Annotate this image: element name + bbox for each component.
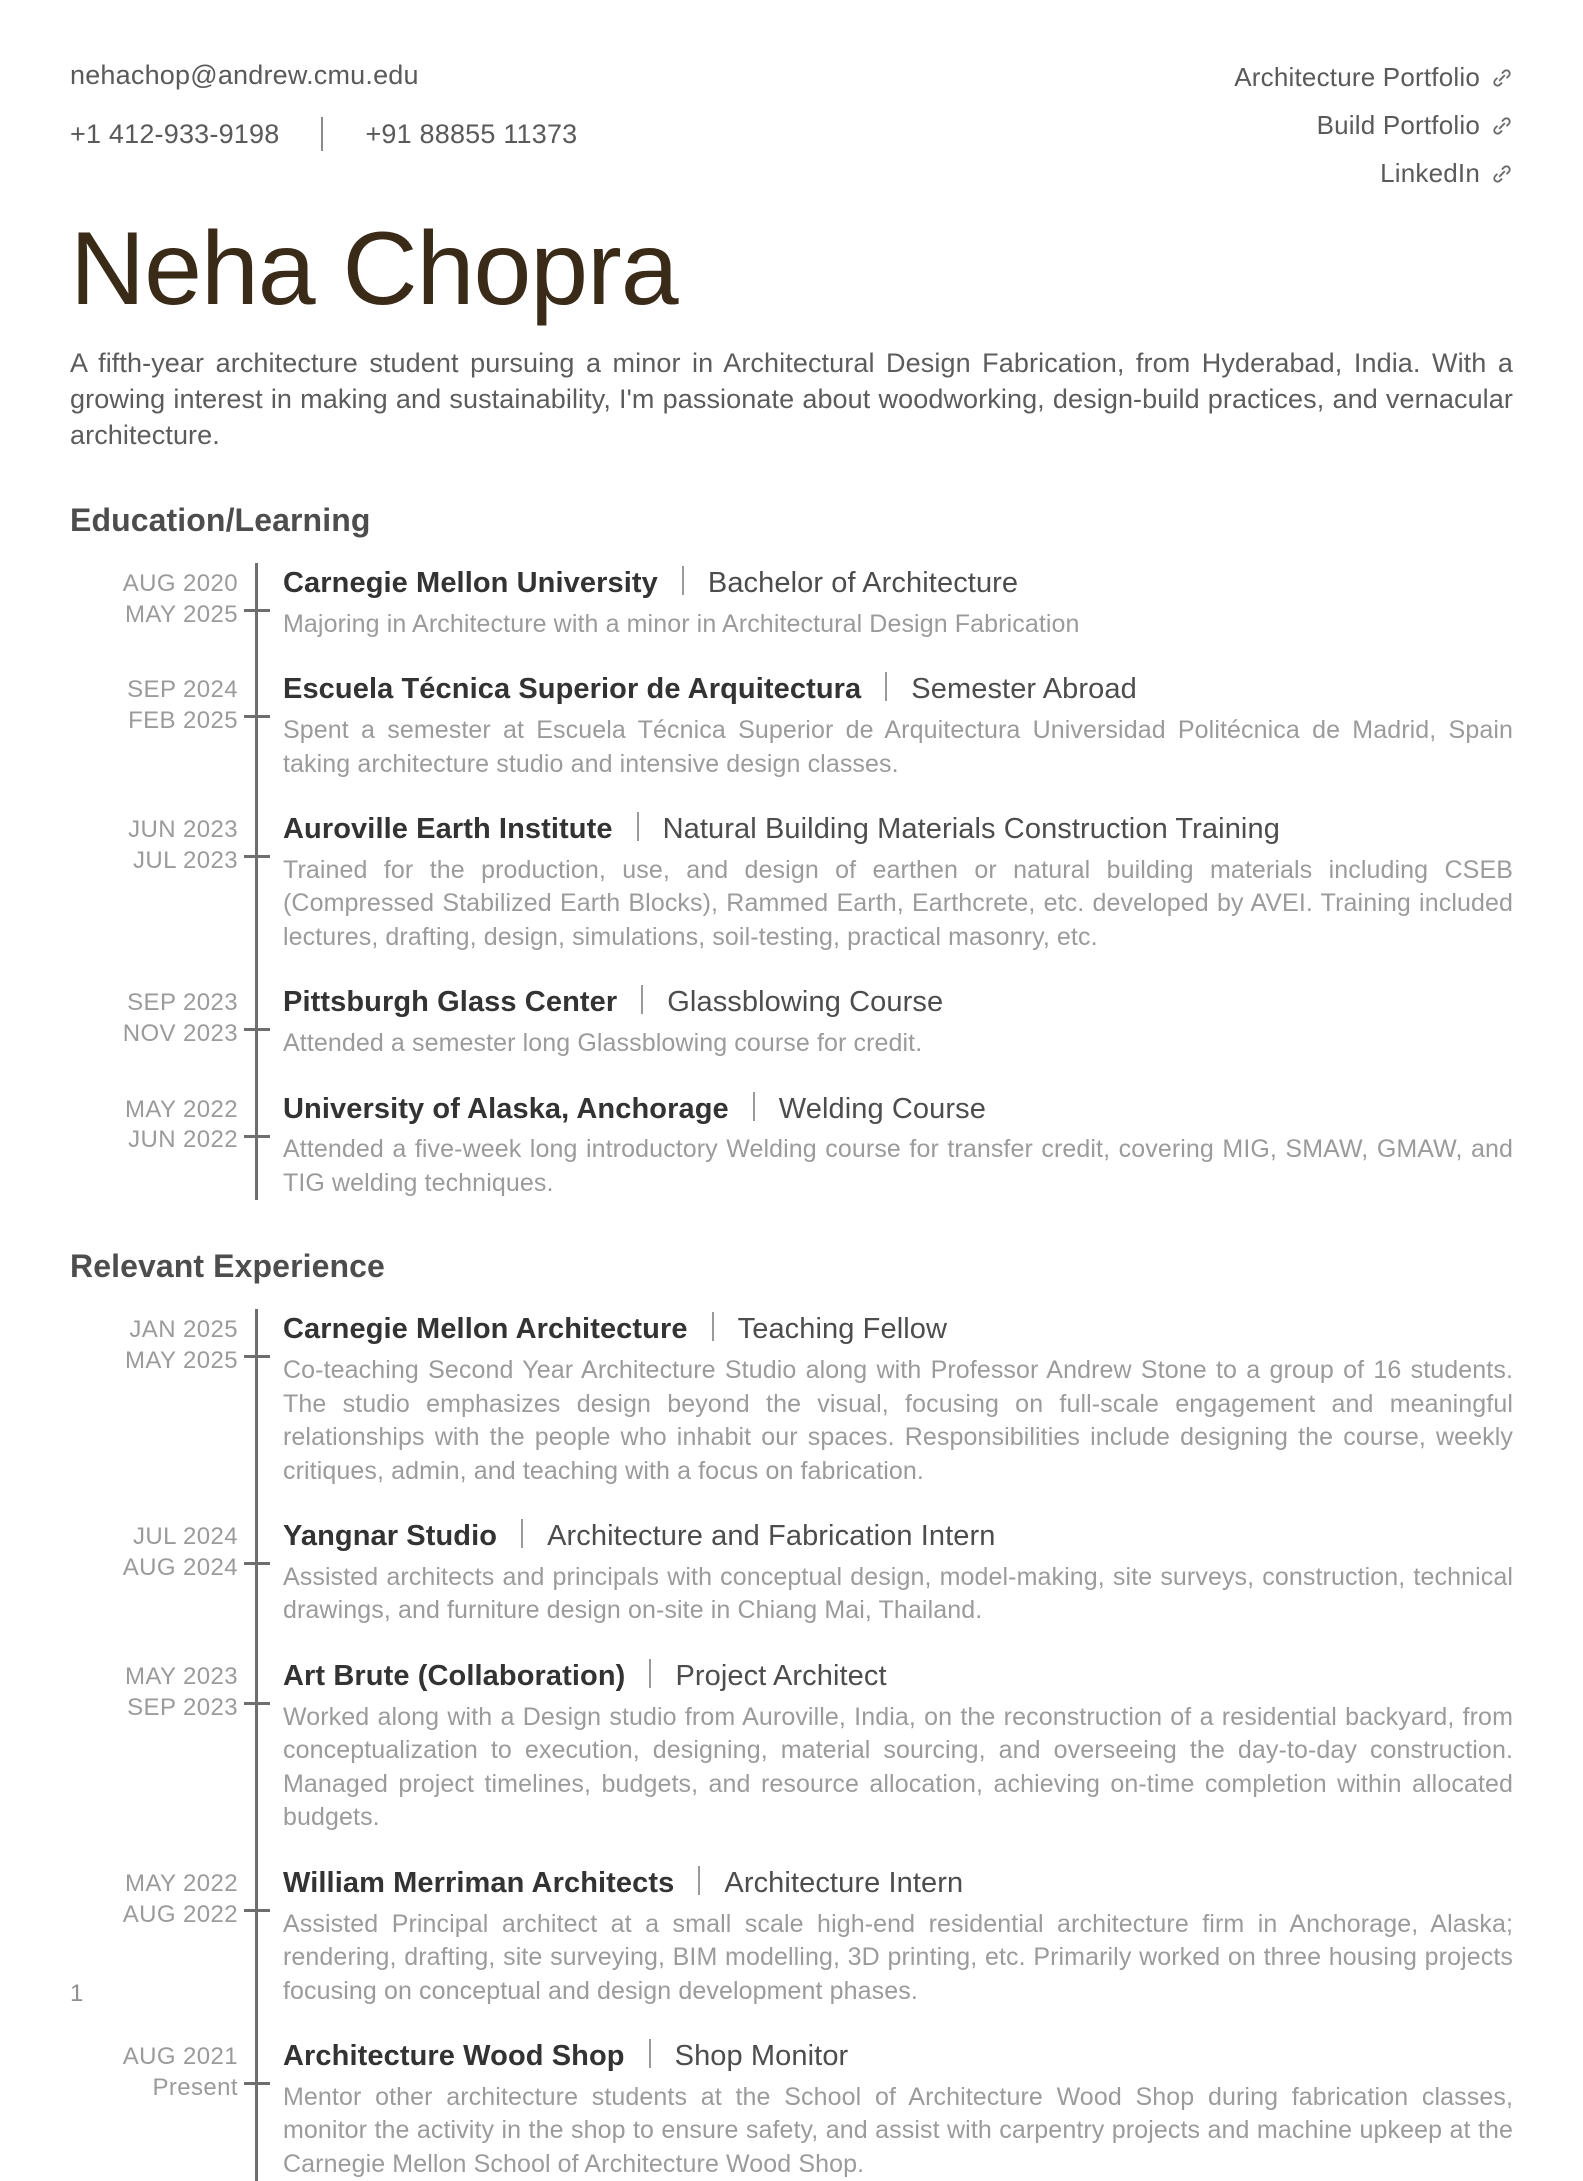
entry-separator — [682, 566, 684, 595]
timeline-tick — [244, 1028, 270, 1031]
timeline-entry — [70, 563, 1513, 641]
section-education — [70, 502, 1513, 1200]
entry-dates — [70, 1516, 238, 1628]
entry-description: Co-teaching Second Year Architecture Studio along with Professor Andrew Stone to a group of 16 students. The studio emphasizes design beyond the visual, focusing on full-scale engagement and meaningful relationships with the people who inhabit our spaces. Responsibilities include designing the course, weekly critiques, admin, and teaching with a focus on fabrication. — [283, 1356, 1513, 1485]
entry-heading — [283, 982, 1513, 1020]
entry-body — [238, 982, 1513, 1060]
timeline-tick — [244, 1909, 270, 1912]
timeline-tick — [244, 1562, 270, 1565]
portfolio-links — [1234, 58, 1513, 189]
entry-description: Trained for the production, use, and design of earthen or natural building materials including CSEB (Compressed Stabilized Earth Blocks), Rammed Earth, Earthcrete, etc. developed by AVEI. Training included lectures, drafting, design, simulations, soil-testing, practical masonry, etc. — [283, 855, 1513, 951]
entry-dates — [70, 669, 238, 781]
entry-body — [238, 1863, 1513, 2008]
entry-separator — [885, 672, 887, 701]
entry-role: Architecture Intern — [724, 1866, 964, 1899]
entry-role: Teaching Fellow — [737, 1313, 948, 1346]
entry-end-date: MAY 2025 — [124, 600, 238, 628]
entry-start-date: JUN 2023 — [128, 816, 238, 843]
timeline-entry — [70, 669, 1513, 781]
entry-organization: Architecture Wood Shop — [283, 2040, 625, 2073]
link-linkedin[interactable] — [1380, 158, 1513, 189]
entry-separator — [641, 985, 643, 1014]
entry-start-date: MAY 2023 — [124, 1662, 238, 1690]
link-icon — [1491, 163, 1513, 185]
entry-separator — [712, 1312, 714, 1341]
timeline-tick — [244, 855, 270, 858]
entry-start-date: SEP 2023 — [127, 989, 238, 1017]
entry-body — [238, 1656, 1513, 1835]
section-experience — [70, 1248, 1513, 2181]
entry-description: Mentor other architecture students at the School of Architecture Wood Shop during fabrication classes, monitor the activity in the shop to ensure safety, and assist with carpentry projects and machine upkeep at the Carnegie Mellon School of Architecture Wood Shop. — [283, 2082, 1513, 2178]
entry-organization: Carnegie Mellon Architecture — [283, 1313, 688, 1346]
timeline-entry — [70, 1309, 1513, 1488]
entry-start-date: SEP 2024 — [127, 676, 238, 704]
link-linkedin-label: LinkedIn — [1380, 158, 1480, 188]
entry-heading — [283, 563, 1513, 601]
phone-us-text: +1 412-933-9198 — [70, 118, 280, 149]
entry-dates — [70, 1656, 238, 1835]
timeline-entry — [70, 1089, 1513, 1201]
entry-heading — [283, 1656, 1513, 1694]
link-architecture-portfolio-label: Architecture Portfolio — [1234, 62, 1480, 92]
entry-organization: Carnegie Mellon University — [283, 566, 658, 599]
entry-separator — [698, 1866, 700, 1895]
timeline-entry — [70, 1656, 1513, 1835]
entry-description: Majoring in Architecture with a minor in Architectural Design Fabrication — [283, 609, 1080, 638]
timeline-tick — [244, 609, 270, 612]
entry-role: Project Architect — [675, 1659, 887, 1692]
entry-description: Spent a semester at Escuela Técnica Superior de Arquitectura Universidad Politécnica de Madrid, Spain taking architecture studio and intensive design classes. — [283, 716, 1513, 778]
timeline-entry — [70, 1863, 1513, 2008]
entry-role: Bachelor of Architecture — [707, 566, 1019, 599]
entry-start-date: JUL 2024 — [132, 1523, 238, 1551]
entry-end-date: FEB 2025 — [128, 706, 238, 734]
entry-organization: Pittsburgh Glass Center — [283, 986, 618, 1019]
entry-start-date: JAN 2025 — [129, 1316, 238, 1344]
entry-end-date: AUG 2022 — [122, 1900, 238, 1928]
page-title: Neha Chopra — [70, 211, 678, 327]
entry-end-date: Present — [152, 2073, 238, 2101]
link-icon — [1491, 67, 1513, 89]
timeline-entry — [70, 982, 1513, 1060]
entry-description: Assisted Principal architect at a small scale high-end residential architecture firm in Anchorage, Alaska; rendering, drafting, site surveying, BIM modelling, 3D printing, etc. Primarily worked on three housing projects focusing on conceptual and design development phases. — [283, 1909, 1513, 2005]
entry-separator — [637, 812, 639, 841]
entry-body — [238, 809, 1513, 954]
entry-dates — [70, 809, 238, 954]
phone-separator — [321, 117, 323, 151]
entry-separator — [649, 2039, 651, 2068]
entry-body — [238, 2036, 1513, 2181]
entry-start-date: MAY 2022 — [124, 1869, 238, 1897]
entry-organization: Auroville Earth Institute — [283, 813, 613, 845]
entry-heading — [283, 809, 1513, 847]
email-text: nehachop@andrew.cmu.edu — [70, 60, 419, 90]
entry-organization: University of Alaska, Anchorage — [283, 1092, 729, 1125]
entry-end-date: JUN 2022 — [128, 1126, 238, 1154]
entry-organization: William Merriman Architects — [283, 1866, 675, 1899]
header — [70, 58, 1513, 189]
entry-separator — [753, 1092, 755, 1121]
entry-body — [238, 563, 1513, 641]
timeline-tick — [244, 715, 270, 718]
entry-body — [238, 669, 1513, 781]
entry-dates — [70, 563, 238, 641]
entry-heading — [283, 1516, 1513, 1554]
entry-end-date: JUL 2023 — [132, 846, 238, 874]
entry-start-date: AUG 2021 — [122, 2043, 238, 2071]
entry-role: Shop Monitor — [674, 2040, 849, 2073]
entry-role: Welding Course — [778, 1092, 986, 1125]
link-build-portfolio[interactable] — [1317, 110, 1513, 141]
entry-organization: Escuela Técnica Superior de Arquitectura — [283, 673, 862, 706]
timeline-education — [70, 563, 1513, 1200]
entry-body — [238, 1309, 1513, 1488]
entry-dates — [70, 1309, 238, 1488]
entry-end-date: MAY 2025 — [124, 1347, 238, 1375]
timeline-experience — [70, 1309, 1513, 2181]
link-build-portfolio-label: Build Portfolio — [1316, 110, 1480, 140]
entry-heading — [283, 1309, 1513, 1347]
entry-heading — [283, 669, 1513, 707]
contact-block — [70, 58, 577, 151]
entry-body — [238, 1089, 1513, 1201]
entry-dates — [70, 2036, 238, 2181]
entry-role: Semester Abroad — [911, 673, 1137, 706]
entry-role: Architecture and Fabrication Intern — [547, 1520, 996, 1553]
entry-heading — [283, 2036, 1513, 2074]
entry-role: Glassblowing Course — [667, 986, 944, 1019]
intro-paragraph: A fifth-year architecture student pursuing a minor in Architectural Design Fabrication, from Hyderabad, India. With a growing interest in making and sustainability, I'm passionate about woodworking, design-build practices, and vernacular architecture. — [70, 348, 1513, 450]
section-title-experience: Relevant Experience — [70, 1248, 385, 1285]
entry-heading — [283, 1089, 1513, 1127]
entry-heading — [283, 1863, 1513, 1901]
timeline-tick — [244, 1702, 270, 1705]
entry-separator — [649, 1659, 651, 1688]
entry-description: Assisted architects and principals with conceptual design, model-making, site surveys, construction, technical drawings, and furniture design on-site in Chiang Mai, Thailand. — [283, 1562, 1513, 1625]
entry-organization: Yangnar Studio — [283, 1520, 498, 1553]
link-architecture-portfolio[interactable] — [1234, 62, 1513, 93]
entry-end-date: AUG 2024 — [122, 1553, 238, 1581]
entry-dates — [70, 1089, 238, 1201]
entry-end-date: NOV 2023 — [122, 1020, 238, 1048]
entry-role: Natural Building Materials Construction Training — [662, 813, 1280, 845]
entry-description: Attended a five-week long introductory Welding course for transfer credit, covering MIG, SMAW, GMAW, and TIG welding techniques. — [283, 1135, 1513, 1197]
timeline-tick — [244, 2082, 270, 2085]
entry-separator — [521, 1519, 523, 1548]
entry-dates — [70, 1863, 238, 2008]
entry-start-date: MAY 2022 — [124, 1095, 238, 1123]
section-title-education: Education/Learning — [70, 501, 371, 538]
timeline-tick — [244, 1355, 270, 1358]
link-icon — [1491, 115, 1513, 137]
page-number: 1 — [70, 1980, 84, 2007]
entry-organization: Art Brute (Collaboration) — [283, 1659, 626, 1692]
phone-in-text: +91 88855 11373 — [365, 118, 578, 149]
entry-end-date: SEP 2023 — [127, 1693, 238, 1721]
entry-dates — [70, 982, 238, 1060]
timeline-tick — [244, 1135, 270, 1138]
timeline-entry — [70, 1516, 1513, 1628]
phone-block — [70, 117, 577, 151]
entry-description: Attended a semester long Glassblowing course for credit. — [283, 1029, 923, 1058]
entry-body — [238, 1516, 1513, 1628]
timeline-entry — [70, 809, 1513, 954]
entry-description: Worked along with a Design studio from Auroville, India, on the reconstruction of a residential backyard, from conceptualization to execution, designing, material sourcing, and overseeing the day-to-day construction. Managed project timelines, budgets, and resource allocation, achieving on-time completion within allocated budgets. — [283, 1702, 1513, 1832]
entry-start-date: AUG 2020 — [122, 569, 238, 597]
timeline-entry — [70, 2036, 1513, 2181]
